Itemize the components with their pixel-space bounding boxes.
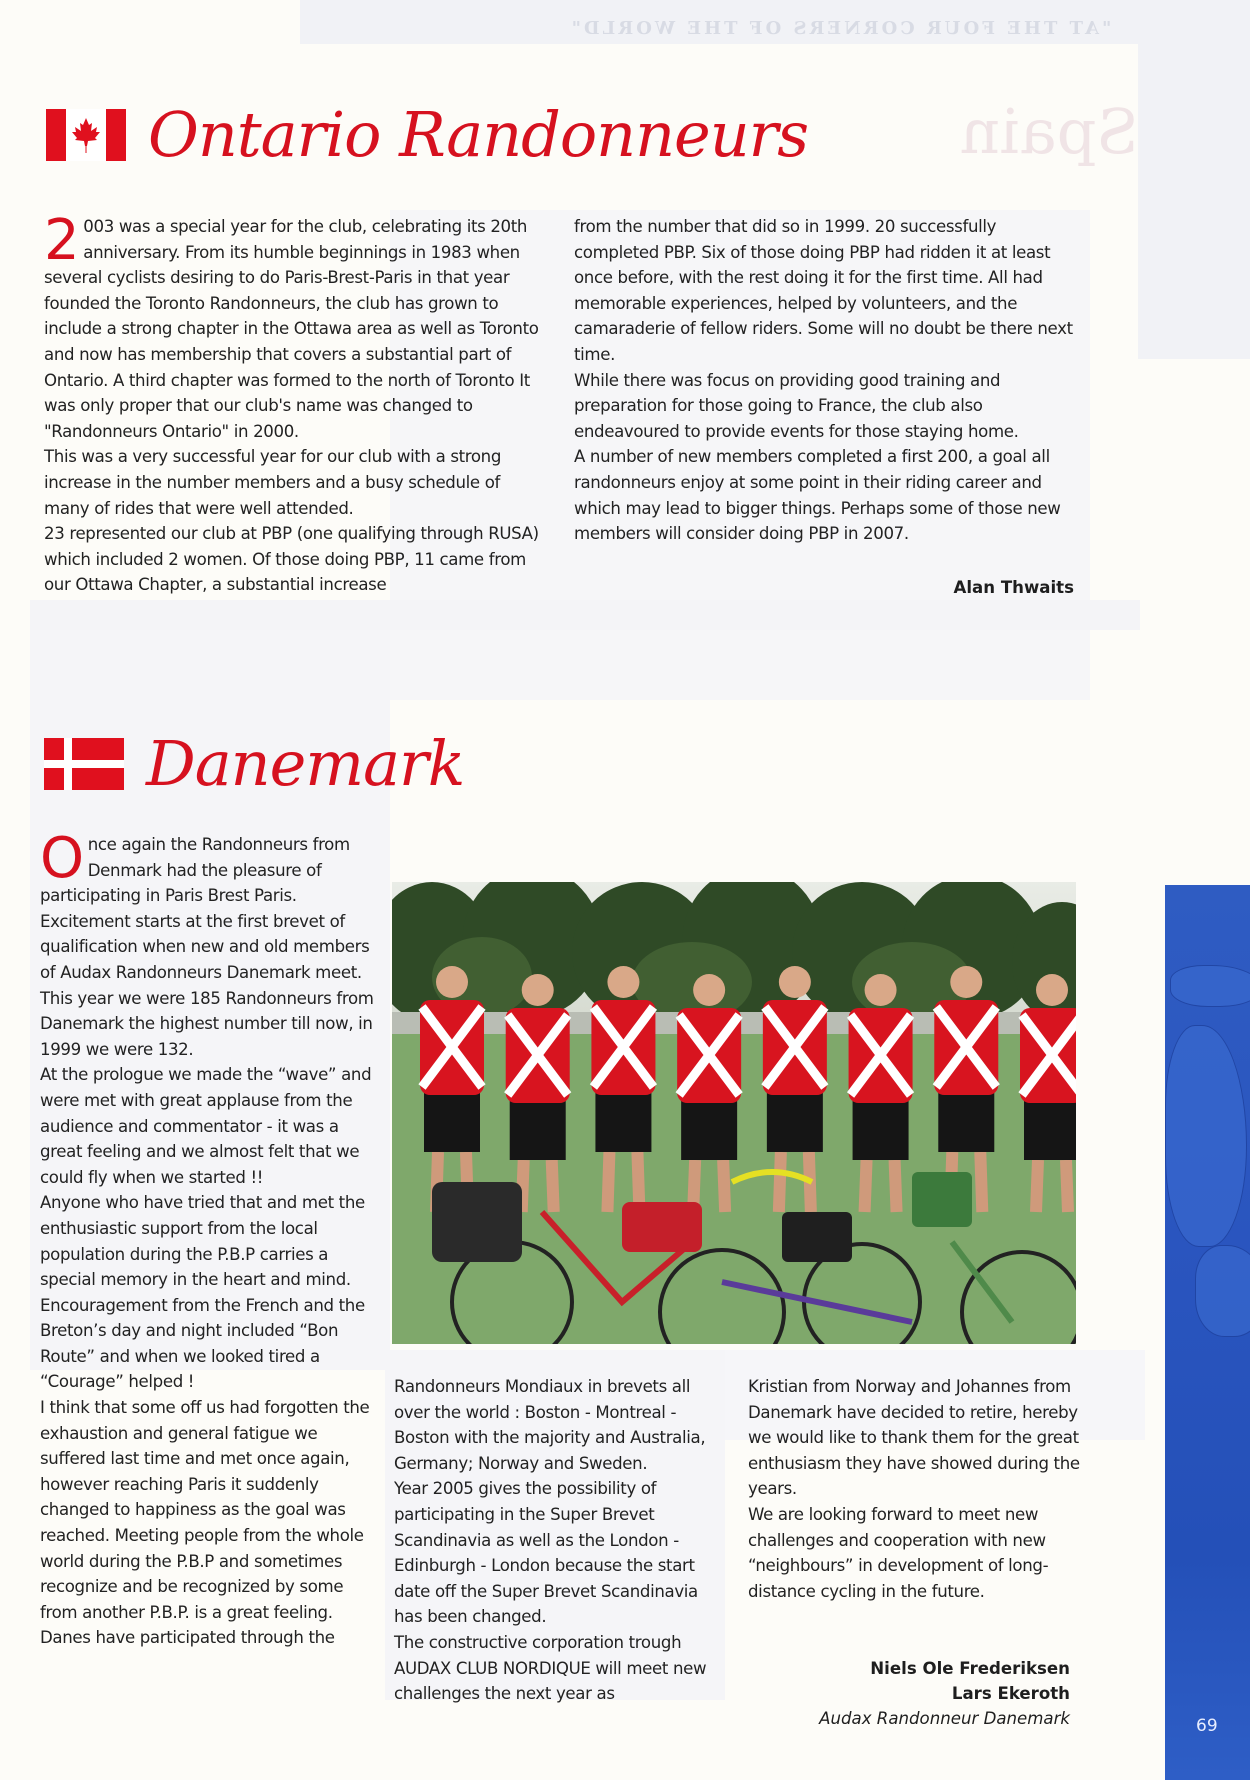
ontario-column-2 [574,214,1074,547]
section-title: Ontario Randonneurs [148,98,809,171]
danemark-column-3 [748,1374,1083,1604]
danemark-signature [780,1656,1070,1731]
paragraph: A number of new members completed a first 200, a goal all randonneurs enjoy at some point in their riding career and which may lead to bigger things. Perhaps some of those new members will consider doing PBP in 2007. [574,447,1061,544]
paragraph: from the number that did so in 1999. 20 successfully completed PBP. Six of those doing PBP had ridden it at least once before, with the rest doing it for the first time. All had memorable experiences, helped by volunteers, and the camaraderie of fellow riders. Some will no doubt be there next time. [574,217,1073,364]
danemark-heading [44,727,465,800]
drop-cap: O [40,826,84,891]
ontario-column-1 [44,208,544,598]
paragraph: Excitement starts at the first brevet of qualification when new and old members of Audax Randonneurs Danemark meet. [40,911,370,982]
group-photo [392,882,1076,1344]
paragraph: Anyone who have tried that and met the enthusiastic support from the local population during the P.B.P carries a special memory in the heart and mind. [40,1193,365,1290]
paragraph: Danes have participated through the [40,1628,335,1648]
author-name: Lars Ekeroth [951,1684,1070,1703]
paragraph: While there was focus on providing good training and preparation for those going to France, the club also endeavoured to provide events for those staying home. [574,370,1019,441]
paragraph: I think that some off us had forgotten the exhaustion and general fatigue we suffered last time and met once again, however reaching Paris it suddenly changed to happiness as the goal was reached. Meeting people from the whole world during the P.B.P and sometimes recognize and be recognized by some from another P.B.P. is a great feeling. [40,1398,370,1622]
drop-cap: 2 [44,208,80,273]
danemark-column-1 [40,826,375,1651]
paragraph: 23 represented our club at PBP (one qualifying through RUSA) which included 2 women. Of those doing PBP, 11 came from our Ottawa Chapter, a substantial increase [44,524,539,595]
bleed-through-header: "AT THE FOUR CORNERS OF THE WORLD" [568,18,1112,39]
bleed-through-panel [30,600,1140,630]
bleed-through-panel [1138,44,1250,359]
paragraph: nce again the Randonneurs from Denmark had the pleasure of participating in Paris Brest Paris. [40,835,350,906]
section-title: Danemark [146,727,465,800]
paragraph: Year 2005 gives the possibility of participating in the Super Brevet Scandinavia as well as the London - Edinburgh - London because the start date off the Super Brevet Scandinavia has been changed. [394,1479,698,1627]
paragraph: Kristian from Norway and Johannes from Danemark have decided to retire, hereby we would like to thank them for the great enthusiasm they have showed during the years. [748,1377,1080,1499]
author-name: Alan Thwaits [953,578,1074,597]
paragraph: 003 was a special year for the club, celebrating its 20th anniversary. From its humble beginnings in 1983 when several cyclists desiring to do Paris-Brest-Paris in that year founded the Toronto Randonneurs, the club has grown to include a strong chapter in the Ottawa area as well as Toronto and now has membership that covers a substantial part of Ontario. A third chapter was formed to the north of Toronto It was only proper that our club's name was changed to "Randonneurs Ontario" in 2000. [44,217,539,441]
paragraph: We are looking forward to meet new challenges and cooperation with new “neighbours” in development of long-distance cycling in the future. [748,1504,1049,1601]
paragraph: The constructive corporation trough AUDAX CLUB NORDIQUE will meet new challenges the next year as [394,1632,707,1704]
page-number: 69 [1196,1716,1218,1736]
author-name: Niels Ole Frederiksen [870,1659,1070,1678]
decorative-map-strip [1165,885,1250,1780]
author-organization: Audax Randonneur Danemark [819,1709,1070,1728]
denmark-flag-icon [44,738,124,790]
ontario-signature [800,575,1074,600]
danemark-column-2 [394,1374,724,1707]
bleed-through-heading: Spain [960,95,1139,168]
paragraph: Randonneurs Mondiaux in brevets all over the world : Boston - Montreal - Boston with the majority and Australia, Germany; Norway and Sweden. [394,1377,706,1473]
ontario-heading [46,98,809,171]
paragraph: This year we were 185 Randonneurs from Danemark the highest number till now, in 1999 we were 132. [40,988,374,1059]
canada-flag-icon [46,109,126,161]
paragraph: This was a very successful year for our club with a strong increase in the number members and a busy schedule of many of rides that were well attended. [44,447,502,518]
paragraph: Encouragement from the French and the Breton’s day and night included “Bon Route” and when we looked tired a “Courage” helped ! [40,1295,365,1392]
paragraph: At the prologue we made the “wave” and were met with great applause from the audience and commentator - it was a great feeling and we almost felt that we could fly when we started !! [40,1065,372,1187]
